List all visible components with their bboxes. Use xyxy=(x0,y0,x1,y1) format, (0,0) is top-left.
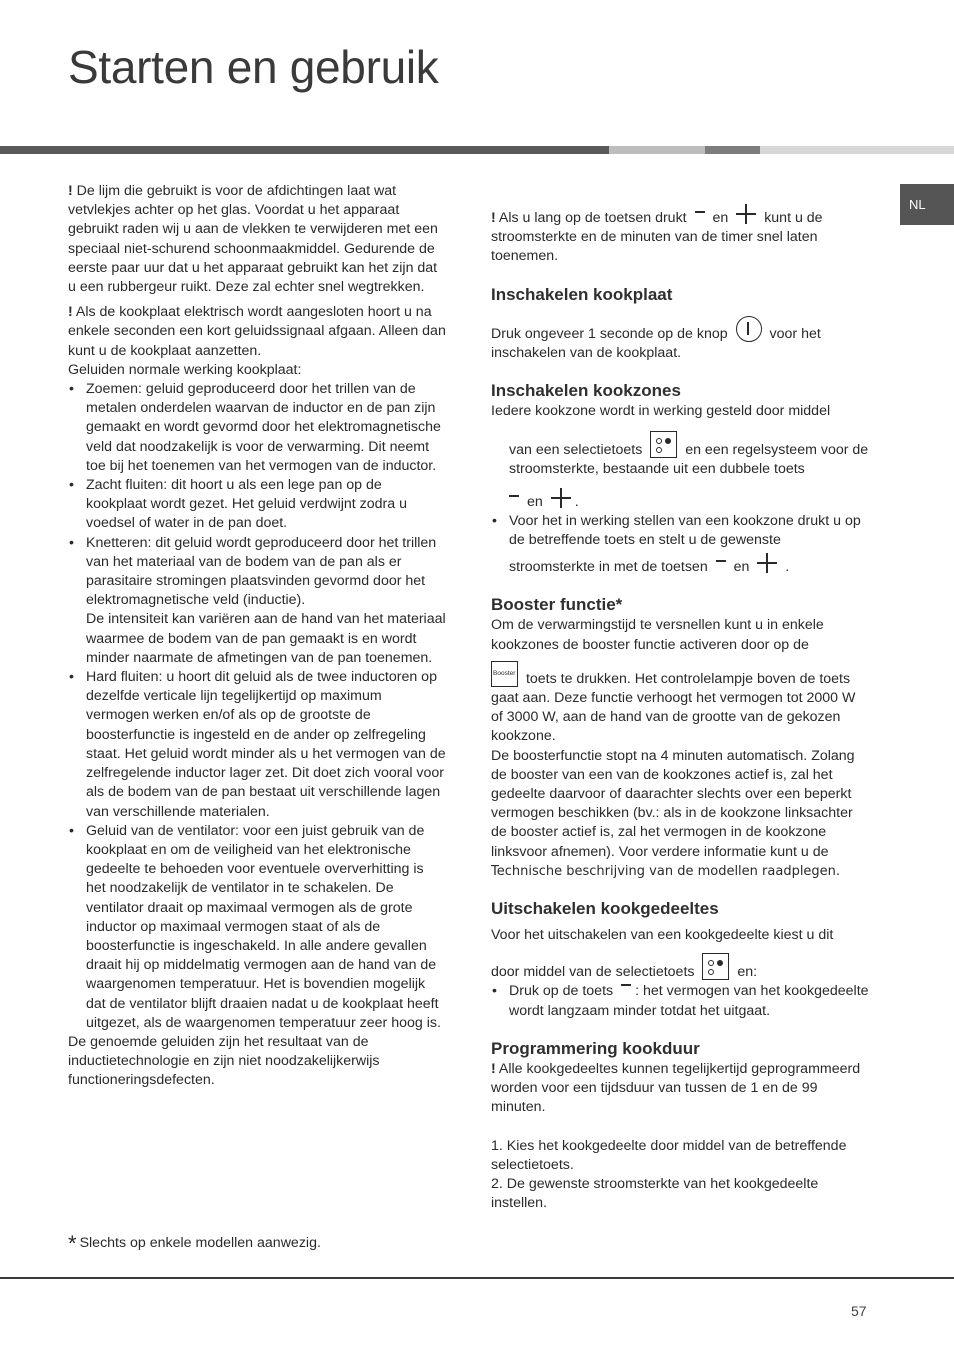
power-icon xyxy=(736,316,762,342)
heading-switch-on-hob: Inschakelen kookplaat xyxy=(491,284,673,304)
footnote-text: Slechts op enkele modellen aanwezig. xyxy=(79,1235,321,1251)
word-en: en xyxy=(712,210,729,226)
paragraph-text: Als de kookplaat elektrisch wordt aangesloten hoort u na enkele seconden een kort geluidssignaal afgaan. Alleen dan kunt u de kookplaat aanzetten. xyxy=(68,304,446,359)
minus-icon xyxy=(695,211,705,213)
step-2: 2. De gewenste stroomsterkte van het kookgedeelte instellen. xyxy=(491,1175,819,1212)
paragraph-text: Druk ongeveer 1 seconde op de knop xyxy=(491,325,728,342)
paragraph-text: De boosterfunctie stopt na 4 minuten automatisch. Zolang de booster van een van de kookzones actief is, zal het gedeelte daarvoor of daarachter slechts over een beperkt vermogen beschikken (bv.: als in de kookzone linksachter de booster actief is, zal het vermogen in de kookzone linksvoor afnemen). Voor verdere informatie kunt u de xyxy=(491,747,855,860)
warning-mark: ! xyxy=(491,210,496,226)
language-tab: NL xyxy=(900,184,954,225)
paragraph-text: Alle kookgedeeltes kunnen tegelijkertijd geprogrammeerd worden voor een tijdsduur van tussen de 1 en de 99 minuten. xyxy=(491,1060,861,1116)
asterisk: * xyxy=(68,1231,77,1256)
list-item-text: : het vermogen van het kookgedeelte wordt langzaam minder totdat het uitgaat. xyxy=(509,983,869,1019)
paragraph-switch-on xyxy=(491,312,869,363)
warning-mark: ! xyxy=(68,183,73,199)
paragraph-text: De lijm die gebruikt is voor de afdichtingen laat wat vetvlekjes achter op het glas. Voordat u het apparaat gebruikt raden wij u aan de vlekken te verwijderen met een speciaal niet-schurend schoonmaakmiddel. Gedurende de eerste paar uur dat u het apparaat gebruikt kan het zijn dat u een rubbergeur ruikt. Deze zal echter snel wegtrekken. xyxy=(68,183,438,296)
footer-rule xyxy=(0,1277,954,1279)
heading-switch-off-zones: Uitschakelen kookgedeeltes xyxy=(491,899,719,919)
period: . xyxy=(574,493,579,510)
technical-reference: Technische beschrijving van de modellen raadplegen. xyxy=(491,863,841,879)
list-item: • Hard fluiten: u hoort dit geluid als de twee inductoren op dezelfde verticale lijn tegelijkertijd op maximum vermogen werken en/of als op de grootste de boosterfunctie is ingesteld en de ander op zelfregeling staat. Het geluid wordt minder als u het vermogen van de zelfregelende inductor lager zet. Dit doet zich vooral voor als de bodem van de pan bestaat uit verschillende lagen van verschillende materialen. xyxy=(68,668,446,822)
paragraph-text: en: xyxy=(737,964,758,981)
paragraph-zones-1: Iedere kookzone wordt in werking gesteld door middel xyxy=(491,403,831,420)
list-item-text: Knetteren: dit geluid wordt geproduceerd door het trillen van het materiaal van de bodem van de pan als er parasitaire stromingen plaatsvinden gevormd door het elektromagnetische veld (inductie). xyxy=(86,534,437,609)
selector-key-icon xyxy=(702,953,729,980)
paragraph-text: voor het inschakelen van de kookplaat. xyxy=(491,325,821,361)
paragraph-text: kunt u de stroomsterkte en de minuten van de timer snel laten toenemen. xyxy=(491,210,823,265)
heading-booster: Booster functie* xyxy=(491,595,623,615)
bar-segment xyxy=(705,146,760,154)
paragraph-programming xyxy=(491,1060,869,1118)
list-item: • Geluid van de ventilator: voor een juist gebruik van de kookplaat en om de veiligheid van het elektronische gedeelte te behoeden voor eventuele oververhitting is het noodzakelijk de ventilator in te schakelen. De ventilator draait op maximaal vermogen als de grote inductor op maximaal vermogen staat of als de boosterfunctie is ingeschakeld. In alle andere gevallen draait hij op middelmatig vermogen aan de hand van de waargenomen temperatuur. Het is bovendien mogelijk dat de ventilator blijft draaien nadat u de kookplaat heeft uitgezet, als de waargenomen temperatuur zeer hoog is. xyxy=(68,822,446,1033)
paragraph-text: en een regelsysteem voor de stroomsterkte, bestaande uit een dubbele toets xyxy=(509,442,869,478)
left-column xyxy=(68,182,446,1091)
selector-key-icon xyxy=(650,431,677,458)
booster-key-icon xyxy=(491,661,518,687)
list-item: • Zacht fluiten: dit hoort u als een lege pan op de kookplaat wordt gezet. Het geluid verdwijnt zodra u voedsel of water in de pan doet. xyxy=(68,476,446,534)
switch-off-list xyxy=(491,982,869,1020)
list-item xyxy=(491,512,869,578)
sounds-conclusion: De genoemde geluiden zijn het resultaat van de inductietechnologie en zijn niet noodzakelijkerwijs functioneringsdefecten. xyxy=(68,1033,380,1089)
paragraph-long-press xyxy=(491,202,869,267)
list-item-text: stroomsterkte in met de toetsen xyxy=(509,559,708,576)
word-en: en xyxy=(526,493,543,510)
paragraph-switch-off-2 xyxy=(491,949,869,982)
paragraph-text: toets te drukken. Het controlelampje boven de toets gaat aan. Deze functie verhoogt het vermogen tot 2000 W of 3000 W, aan de hand van de grootte van de gekozen kookzone. xyxy=(491,670,856,745)
header-color-bar xyxy=(0,146,954,154)
paragraph-text: van een selectietoets xyxy=(509,442,643,459)
bar-segment xyxy=(760,146,954,154)
heading-programming: Programmering kookduur xyxy=(491,1038,700,1058)
paragraph-switch-off-1: Voor het uitschakelen van een kookgedeelte kiest u dit xyxy=(491,927,834,944)
paragraph-booster-2 xyxy=(491,657,869,747)
plus-icon xyxy=(757,553,777,573)
page-number: 57 xyxy=(851,1303,867,1319)
list-item xyxy=(491,982,869,1020)
sounds-intro: Geluiden normale werking kookplaat: xyxy=(68,361,302,378)
plus-icon xyxy=(551,488,571,508)
paragraph-booster-1: Om de verwarmingstijd te versnellen kunt u in enkele kookzones de booster functie activeren door op de xyxy=(491,617,824,653)
list-item-text: Druk op de toets xyxy=(509,983,614,1000)
list-item: • Zoemen: geluid geproduceerd door het trillen van de metalen onderdelen waarvan de inductor en de pan zijn gemaakt en wordt gevormd door het elektromagnetische veld dat noodzakelijk is voor de verwarming. Dit neemt toe bij het toenemen van het vermogen van de inductor. xyxy=(68,380,446,476)
paragraph-adhesive xyxy=(68,182,446,297)
paragraph-booster-3 xyxy=(491,747,869,881)
list-item-text: Voor het in werking stellen van een kookzone drukt u op de betreffende toets en stelt u de gewenste xyxy=(509,512,861,549)
paragraph-connection xyxy=(68,303,446,361)
paragraph-zones-2 xyxy=(491,427,869,479)
word-en: en xyxy=(733,559,750,576)
bar-segment xyxy=(0,146,609,154)
list-item xyxy=(68,534,446,668)
warning-mark: ! xyxy=(68,304,73,321)
minus-icon xyxy=(716,560,726,562)
list-item-text: De intensiteit kan variëren aan de hand van het materiaal waarmee de bodem van de pan gemaakt is en wordt minder naarmate de afmetingen van de pan toenemen. xyxy=(86,611,446,666)
step-1: 1. Kies het kookgedeelte door middel van de betreffende selectietoets. xyxy=(491,1137,847,1173)
plus-icon xyxy=(736,204,756,224)
paragraph-text: door middel van de selectietoets xyxy=(491,964,695,981)
period: . xyxy=(785,559,790,576)
bar-segment xyxy=(609,146,705,154)
footnote xyxy=(68,1230,321,1256)
sounds-list xyxy=(68,380,446,1033)
minus-icon xyxy=(509,495,519,497)
warning-mark: ! xyxy=(491,1060,496,1077)
paragraph-zones-3 xyxy=(491,486,869,512)
heading-cooking-zones: Inschakelen kookzones xyxy=(491,381,681,401)
page-title: Starten en gebruik xyxy=(68,41,439,93)
paragraph-text: Als u lang op de toetsen drukt xyxy=(495,210,687,226)
minus-icon xyxy=(621,984,631,986)
zones-list xyxy=(491,512,869,578)
right-column xyxy=(491,202,869,1213)
booster-label: Booster xyxy=(493,669,516,677)
